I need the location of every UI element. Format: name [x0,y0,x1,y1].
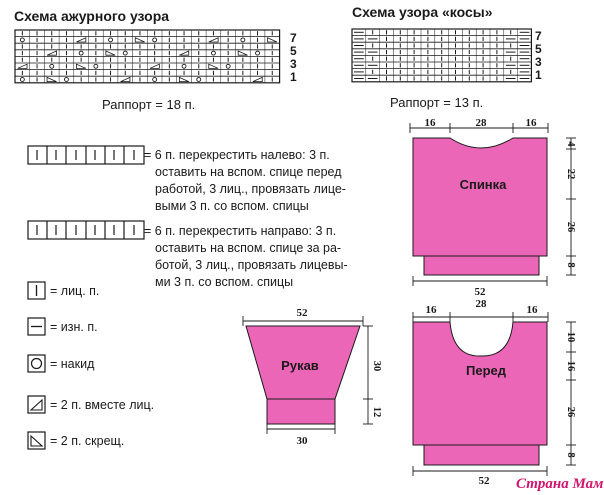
cable-left-description [144,148,349,213]
front-pattern [413,298,576,487]
yarn-over-description: = накид [50,357,95,371]
cable-left-line: работой, 3 лиц., провязать лице- [155,182,346,196]
cable-row-number: 1 [535,68,542,82]
sleeve-bottom-width: 30 [296,435,308,447]
cable-right-line: оставить на вспом. спице за ра- [155,241,342,255]
front-bottom-width: 52 [478,475,490,487]
knit-symbol [28,282,45,299]
back-shape [413,138,547,275]
lace-row-number: 1 [290,70,297,84]
cable-left-line: = 6 п. перекрестить налево: 3 п. [144,148,330,162]
cable-right-line: ботой, 3 лиц., провязать лицевы- [155,258,348,272]
k2tog-symbol [28,396,45,413]
k2tog-description: = 2 п. вместе лиц. [50,398,155,412]
lace-chart-title: Схема ажурного узора [14,8,170,24]
ssk-symbol [28,432,45,449]
front-rib-height: 8 [565,452,576,458]
sleeve-top-width: 52 [296,307,308,319]
lace-chart [14,8,297,112]
cable-left-symbol [28,146,144,164]
sleeve-cuff-height: 12 [371,406,382,418]
front-side-dimensions [566,322,576,465]
cable-right-line: = 6 п. перекрестить направо: 3 п. [144,224,337,238]
back-bottom-width: 52 [474,286,486,298]
back-bottom-dimension-line [413,276,547,286]
front-shoulder-right-width: 16 [526,304,538,316]
back-side-dimensions [566,138,576,275]
lace-repeat-label: Раппорт = 18 п. [102,97,196,112]
sleeve-pattern [243,307,382,447]
cable-row-number: 7 [535,29,542,43]
front-body-height: 26 [565,406,576,418]
lace-row-number: 5 [290,44,297,58]
front-neck-width: 28 [475,298,487,310]
cable-row-number: 3 [535,55,542,69]
front-neck-depth: 10 [565,331,576,343]
back-neck-width: 28 [475,117,487,129]
front-shape [413,322,547,465]
back-label: Спинка [459,177,507,192]
sleeve-label: Рукав [281,358,319,373]
yarn-over-symbol [28,355,45,372]
knit-description: = лиц. п. [50,284,100,298]
cable-chart [352,4,542,110]
cable-repeat-label: Раппорт = 13 п. [390,95,484,110]
cable-chart-grid [352,29,531,82]
back-armhole-height: 22 [565,168,576,180]
front-armhole-height: 16 [565,360,576,372]
back-shoulder-right-width: 16 [525,117,537,129]
purl-description: = изн. п. [50,320,98,334]
purl-symbol [28,318,45,335]
site-watermark: Страна Мам [516,476,604,492]
sleeve-bottom-dimension-line [267,424,335,434]
back-neck-depth: 4 [565,141,576,147]
back-shoulder-left-width: 16 [424,117,436,129]
cable-chart-title: Схема узора «косы» [352,4,493,20]
cable-left-line: оставить на вспом. спице перед [155,165,342,179]
sleeve-shape [246,326,360,424]
lace-row-number: 7 [290,31,297,45]
back-body-height: 26 [565,221,576,233]
front-shoulder-left-width: 16 [425,304,437,316]
cable-row-number: 5 [535,42,542,56]
lace-row-number: 3 [290,57,297,71]
back-pattern [410,117,576,298]
cable-left-line: выми 3 п. со вспом. спицы [155,199,309,213]
sleeve-length: 30 [371,360,382,372]
back-rib-height: 8 [565,262,576,268]
cable-right-symbol [28,221,144,239]
front-label: Перед [466,363,506,378]
cable-right-description [144,224,351,289]
ssk-description: = 2 п. скрещ. [50,434,125,448]
cable-right-line: ми 3 п. со вспом. спицы [155,275,294,289]
lace-chart-grid [15,30,280,83]
